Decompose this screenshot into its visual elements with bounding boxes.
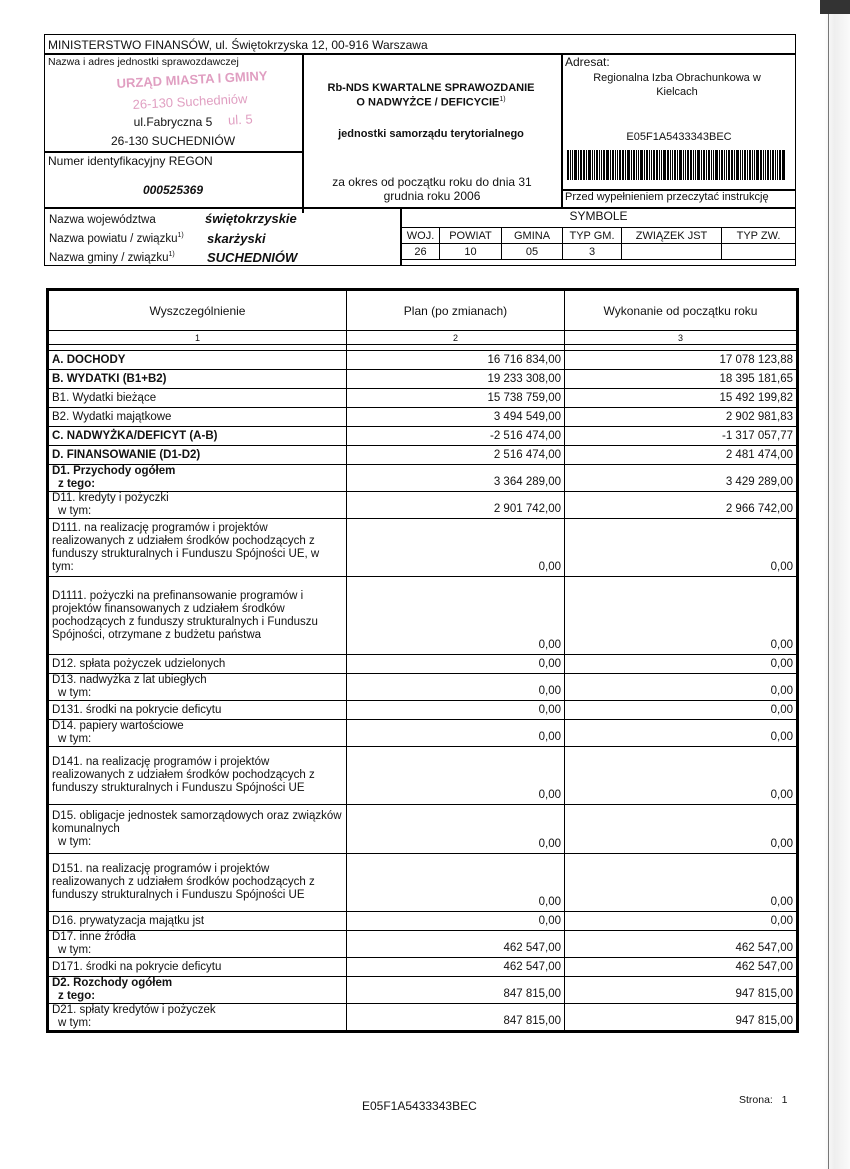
barcode-bar xyxy=(770,150,771,180)
row-description xyxy=(49,1004,347,1031)
footer-doc-code: E05F1A5433343BEC xyxy=(362,1099,477,1113)
address-line2: 26-130 SUCHEDNIÓW xyxy=(110,134,236,148)
barcode-bar xyxy=(646,150,648,180)
county-sup: 1) xyxy=(177,232,184,239)
barcode-bar xyxy=(706,150,707,180)
row-label: D171. środki na pokrycie deficytu xyxy=(52,960,222,973)
row-description xyxy=(49,912,347,931)
row-plan-value: 3 364 289,00 xyxy=(347,465,565,492)
barcode-bar xyxy=(601,150,602,180)
barcode-bar xyxy=(625,150,626,180)
row-description xyxy=(49,674,347,701)
table-row xyxy=(49,912,797,931)
row-plan-value: 0,00 xyxy=(347,701,565,720)
row-description xyxy=(49,655,347,674)
row-description xyxy=(49,427,347,446)
symbol-value: 10 xyxy=(440,244,502,260)
barcode-bar xyxy=(708,150,710,180)
row-description xyxy=(49,446,347,465)
stamp-line1: URZĄD MIASTA I GMINY xyxy=(116,68,268,91)
barcode-bar xyxy=(633,150,635,180)
commune-label: Nazwa gminy / związku xyxy=(49,251,169,264)
barcode-bar xyxy=(731,150,733,180)
regon-label: Numer identyfikacyjny REGON xyxy=(48,154,213,168)
barcode-bar xyxy=(711,150,712,180)
barcode-bar xyxy=(599,150,600,180)
addressee-name: Regionalna Izba Obrachunkowa w Kielcach xyxy=(593,72,761,98)
scan-edge xyxy=(824,0,850,1169)
barcode-bar xyxy=(661,150,662,180)
row-description xyxy=(49,977,347,1004)
barcode xyxy=(567,150,791,180)
row-plan-value: 0,00 xyxy=(347,912,565,931)
table-row xyxy=(49,465,797,492)
barcode-bar xyxy=(679,150,682,180)
barcode-bar xyxy=(606,150,609,180)
row-plan-value: 0,00 xyxy=(347,674,565,701)
row-label: C. NADWYŻKA/DEFICYT (A-B) xyxy=(52,429,218,442)
row-description xyxy=(49,577,347,655)
row-sublabel: w tym: xyxy=(58,1017,92,1029)
barcode-bar xyxy=(653,150,655,180)
barcode-bar xyxy=(617,150,618,180)
barcode-bar xyxy=(756,150,759,180)
table-row xyxy=(49,427,797,446)
row-label: D151. na realizację programów i projektów realizowanych z udziałem środków pochodzących z funduszy strukturalnych i Funduszu Spójności UE xyxy=(52,863,315,901)
barcode-bar xyxy=(594,150,595,180)
row-label: D12. spłata pożyczek udzielonych xyxy=(52,657,226,670)
row-label: D14. papiery wartościowe xyxy=(52,720,184,732)
symbol-value xyxy=(622,244,722,260)
row-label: D1111. pożyczki na prefinansowanie programów i projektów finansowanych z udziałem środków pochodzących z funduszy strukturalnych i Funduszu Spójności, otrzymane z budżetu państwa xyxy=(52,589,318,641)
row-description xyxy=(49,389,347,408)
barcode-bar xyxy=(596,150,598,180)
table-row xyxy=(49,370,797,389)
row-execution-value: 2 902 981,83 xyxy=(565,408,797,427)
barcode-bar xyxy=(685,150,686,180)
table-row xyxy=(49,747,797,805)
row-sublabel: w tym: xyxy=(58,687,92,699)
barcode-bar xyxy=(640,150,643,180)
county-value: skarżyski xyxy=(207,231,266,246)
row-plan-value: 0,00 xyxy=(347,655,565,674)
barcode-bar xyxy=(659,150,660,180)
row-label: B1. Wydatki bieżące xyxy=(52,391,157,404)
row-label: D16. prywatyzacja majątku jst xyxy=(52,914,205,927)
doc-code: E05F1A5433343BEC xyxy=(626,131,732,143)
row-execution-value: 15 492 199,82 xyxy=(565,389,797,408)
row-description xyxy=(49,854,347,912)
symbol-value: 3 xyxy=(563,244,622,260)
symbols-value-row xyxy=(402,244,796,260)
barcode-bar xyxy=(695,150,696,180)
row-sublabel: w tym: xyxy=(58,835,92,848)
report-table xyxy=(46,288,799,1033)
row-execution-value: 947 815,00 xyxy=(565,977,797,1004)
symbols-table xyxy=(401,227,796,260)
row-plan-value: -2 516 474,00 xyxy=(347,427,565,446)
table-row xyxy=(49,720,797,747)
col-header-execution: Wykonanie od początku roku xyxy=(565,291,797,331)
row-execution-value: 0,00 xyxy=(565,854,797,912)
addressee-divider xyxy=(561,53,563,207)
barcode-bar xyxy=(570,150,571,180)
barcode-bar xyxy=(644,150,645,180)
barcode-bar xyxy=(580,150,582,180)
row-sublabel: w tym: xyxy=(58,505,92,517)
row-execution-value: 0,00 xyxy=(565,655,797,674)
row-plan-value: 0,00 xyxy=(347,519,565,577)
address-line1: ul.Fabryczna 5 xyxy=(133,115,213,129)
barcode-bar xyxy=(567,150,569,180)
report-title-text: O NADWYŻCE / DEFICYCIE xyxy=(356,96,500,109)
row-description xyxy=(49,747,347,805)
table-row xyxy=(49,492,797,519)
barcode-bar xyxy=(721,150,723,180)
barcode-bar xyxy=(612,150,614,180)
barcode-bar xyxy=(574,150,577,180)
row-sublabel: w tym: xyxy=(58,944,92,956)
table-row xyxy=(49,805,797,854)
row-execution-value: 3 429 289,00 xyxy=(565,465,797,492)
row-execution-value: 0,00 xyxy=(565,519,797,577)
row-description xyxy=(49,519,347,577)
row-description xyxy=(49,408,347,427)
barcode-bar xyxy=(777,150,778,180)
report-title-sup: 1) xyxy=(499,96,506,103)
stamp-line2: 26-130 Suchedniów xyxy=(132,91,248,112)
barcode-bar xyxy=(578,150,579,180)
barcode-bar xyxy=(622,150,624,180)
row-description xyxy=(49,931,347,958)
col-index: 1 xyxy=(49,331,347,345)
col-index: 3 xyxy=(565,331,797,345)
barcode-bar xyxy=(674,150,676,180)
table-row xyxy=(49,577,797,655)
barcode-bar xyxy=(667,150,669,180)
barcode-bar xyxy=(779,150,781,180)
symbol-value: 26 xyxy=(402,244,440,260)
table-row xyxy=(49,389,797,408)
voivodeship-value: świętokrzyskie xyxy=(205,211,297,226)
footer-page xyxy=(739,1094,787,1106)
row-execution-value: 18 395 181,65 xyxy=(565,370,797,389)
report-subtitle: jednostki samorządu terytorialnego xyxy=(338,128,524,140)
commune-label-wrap xyxy=(49,251,175,264)
barcode-bar xyxy=(687,150,689,180)
barcode-bar xyxy=(610,150,611,180)
symbol-header: POWIAT xyxy=(440,228,502,244)
stamp-line3: ul. 5 xyxy=(227,111,253,128)
table-row xyxy=(49,408,797,427)
row-plan-value: 0,00 xyxy=(347,720,565,747)
barcode-bar xyxy=(767,150,769,180)
col-header-plan: Plan (po zmianach) xyxy=(347,291,565,331)
county-label: Nazwa powiatu / związku xyxy=(49,232,178,245)
row-plan-value: 847 815,00 xyxy=(347,977,565,1004)
report-period: za okres od początku roku do dnia 31 grudnia roku 2006 xyxy=(332,175,532,203)
symbol-value: 05 xyxy=(502,244,563,260)
scan-corner xyxy=(820,0,850,14)
row-sublabel: z tego: xyxy=(58,990,96,1002)
row-plan-value: 462 547,00 xyxy=(347,931,565,958)
table-row xyxy=(49,1004,797,1031)
barcode-bar xyxy=(677,150,678,180)
barcode-bar xyxy=(670,150,671,180)
row-plan-value: 2 901 742,00 xyxy=(347,492,565,519)
instruction-note: Przed wypełnieniem przeczytać instrukcję xyxy=(565,191,769,203)
row-label: D15. obligacje jednostek samorządowych oraz związków komunalnych xyxy=(52,809,342,835)
barcode-bar xyxy=(775,150,776,180)
row-label: D111. na realizację programów i projektów realizowanych z udziałem środków pochodzących z funduszy strukturalnych i Funduszu Spójności UE, w tym: xyxy=(52,521,320,573)
row-plan-value: 0,00 xyxy=(347,854,565,912)
row-execution-value: 17 078 123,88 xyxy=(565,351,797,370)
barcode-bar xyxy=(651,150,652,180)
row-execution-value: 0,00 xyxy=(565,912,797,931)
barcode-bar xyxy=(636,150,637,180)
ministry-line: MINISTERSTWO FINANSÓW, ul. Świętokrzyska 12, 00-916 Warszawa xyxy=(48,38,428,52)
symbol-header: GMINA xyxy=(502,228,563,244)
row-label: D131. środki na pokrycie deficytu xyxy=(52,703,222,716)
row-execution-value: 2 966 742,00 xyxy=(565,492,797,519)
barcode-bar xyxy=(726,150,727,180)
row-plan-value: 0,00 xyxy=(347,805,565,854)
table-row xyxy=(49,854,797,912)
row-plan-value: 15 738 759,00 xyxy=(347,389,565,408)
row-label: D141. na realizację programów i projektów realizowanych z udziałem środków pochodzących z funduszy strukturalnych i Funduszu Spójności UE xyxy=(52,756,315,794)
barcode-bar xyxy=(649,150,650,180)
barcode-bar xyxy=(683,150,684,180)
page-label: Strona: xyxy=(739,1094,773,1106)
barcode-bar xyxy=(690,150,692,180)
barcode-bar xyxy=(588,150,591,180)
county-label-wrap xyxy=(49,232,184,245)
col-index: 2 xyxy=(347,331,565,345)
table-header-row xyxy=(49,291,797,331)
table-row xyxy=(49,674,797,701)
barcode-bar xyxy=(592,150,593,180)
barcode-bar xyxy=(619,150,621,180)
row-label: B. WYDATKI (B1+B2) xyxy=(52,372,167,385)
row-plan-value: 16 716 834,00 xyxy=(347,351,565,370)
row-plan-value: 0,00 xyxy=(347,577,565,655)
row-execution-value: 462 547,00 xyxy=(565,931,797,958)
row-plan-value: 19 233 308,00 xyxy=(347,370,565,389)
barcode-bar xyxy=(638,150,639,180)
row-label: B2. Wydatki majątkowe xyxy=(52,410,172,423)
commune-value: SUCHEDNIÓW xyxy=(207,250,298,265)
voivodeship-label: Nazwa województwa xyxy=(49,214,156,226)
regon-rule xyxy=(44,151,303,153)
table-row xyxy=(49,958,797,977)
row-plan-value: 0,00 xyxy=(347,747,565,805)
row-plan-value: 462 547,00 xyxy=(347,958,565,977)
row-execution-value: 0,00 xyxy=(565,747,797,805)
table-row xyxy=(49,701,797,720)
row-execution-value: 462 547,00 xyxy=(565,958,797,977)
barcode-bar xyxy=(728,150,730,180)
barcode-bar xyxy=(754,150,755,180)
symbol-header: WOJ. xyxy=(402,228,440,244)
symbol-value xyxy=(722,244,796,260)
barcode-bar xyxy=(572,150,573,180)
row-description xyxy=(49,701,347,720)
row-description xyxy=(49,370,347,389)
addressee-label: Adresat: xyxy=(565,55,610,69)
barcode-bar xyxy=(656,150,658,180)
row-plan-value: 3 494 549,00 xyxy=(347,408,565,427)
row-label: A. DOCHODY xyxy=(52,353,126,366)
row-plan-value: 847 815,00 xyxy=(347,1004,565,1031)
barcode-bar xyxy=(747,150,748,180)
barcode-bar xyxy=(752,150,753,180)
symbol-header: TYP ZW. xyxy=(722,228,796,244)
col-header-description: Wyszczególnienie xyxy=(49,291,347,331)
barcode-bar xyxy=(724,150,725,180)
row-plan-value: 2 516 474,00 xyxy=(347,446,565,465)
row-label: D13. nadwyżka z lat ubiegłych xyxy=(52,674,207,686)
unit-label: Nazwa i adres jednostki sprawozdawczej xyxy=(48,56,239,68)
barcode-bar xyxy=(715,150,718,180)
symbols-title: SYMBOLE xyxy=(569,209,628,223)
row-execution-value: 0,00 xyxy=(565,577,797,655)
symbol-header: TYP GM. xyxy=(563,228,622,244)
header-rule xyxy=(44,53,796,55)
barcode-bar xyxy=(744,150,746,180)
table-row xyxy=(49,446,797,465)
row-description xyxy=(49,720,347,747)
row-execution-value: 0,00 xyxy=(565,720,797,747)
row-label: D2. Rozchody ogółem xyxy=(52,977,173,989)
commune-sup: 1) xyxy=(168,251,175,258)
barcode-bar xyxy=(740,150,741,180)
unit-box-divider xyxy=(302,53,304,213)
regon-value: 000525369 xyxy=(142,183,204,197)
row-description xyxy=(49,492,347,519)
barcode-bar xyxy=(719,150,720,180)
barcode-bar xyxy=(736,150,739,180)
row-execution-value: 0,00 xyxy=(565,805,797,854)
table-row xyxy=(49,931,797,958)
row-sublabel: w tym: xyxy=(58,733,92,745)
barcode-bar xyxy=(701,150,702,180)
barcode-bar xyxy=(772,150,774,180)
row-label: D17. inne źródła xyxy=(52,931,136,943)
barcode-bar xyxy=(763,150,764,180)
barcode-bar xyxy=(672,150,673,180)
page-number: 1 xyxy=(781,1094,788,1106)
table-row xyxy=(49,351,797,370)
row-label: D. FINANSOWANIE (D1-D2) xyxy=(52,448,201,461)
barcode-bar xyxy=(583,150,585,180)
barcode-bar xyxy=(713,150,714,180)
row-description xyxy=(49,465,347,492)
table-body xyxy=(49,351,797,1031)
barcode-bar xyxy=(631,150,632,180)
barcode-bar xyxy=(603,150,605,180)
row-description xyxy=(49,958,347,977)
barcode-bar xyxy=(749,150,751,180)
row-execution-value: 0,00 xyxy=(565,701,797,720)
row-label: D21. spłaty kredytów i pożyczek xyxy=(52,1004,216,1016)
row-execution-value: -1 317 057,77 xyxy=(565,427,797,446)
row-label: D1. Przychody ogółem xyxy=(52,465,176,477)
table-row xyxy=(49,519,797,577)
table-row xyxy=(49,977,797,1004)
row-description xyxy=(49,351,347,370)
report-title-line2 xyxy=(305,96,557,109)
row-execution-value: 947 815,00 xyxy=(565,1004,797,1031)
barcode-bar xyxy=(697,150,700,180)
row-execution-value: 2 481 474,00 xyxy=(565,446,797,465)
row-execution-value: 0,00 xyxy=(565,674,797,701)
table-index-row xyxy=(49,331,797,345)
barcode-bar xyxy=(627,150,630,180)
barcode-bar xyxy=(765,150,766,180)
barcode-bar xyxy=(782,150,785,180)
table-row xyxy=(49,655,797,674)
report-title-line1: Rb-NDS KWARTALNE SPRAWOZDANIE xyxy=(327,82,535,94)
barcode-bar xyxy=(760,150,762,180)
symbols-header-row xyxy=(402,228,796,244)
barcode-bar xyxy=(693,150,694,180)
barcode-bar xyxy=(703,150,705,180)
barcode-bar xyxy=(663,150,666,180)
symbol-header: ZWIĄZEK JST xyxy=(622,228,722,244)
row-sublabel: z tego: xyxy=(58,478,96,490)
row-description xyxy=(49,805,347,854)
barcode-bar xyxy=(742,150,743,180)
barcode-bar xyxy=(586,150,587,180)
row-label: D11. kredyty i pożyczki xyxy=(52,492,169,504)
barcode-bar xyxy=(615,150,616,180)
barcode-bar xyxy=(734,150,735,180)
